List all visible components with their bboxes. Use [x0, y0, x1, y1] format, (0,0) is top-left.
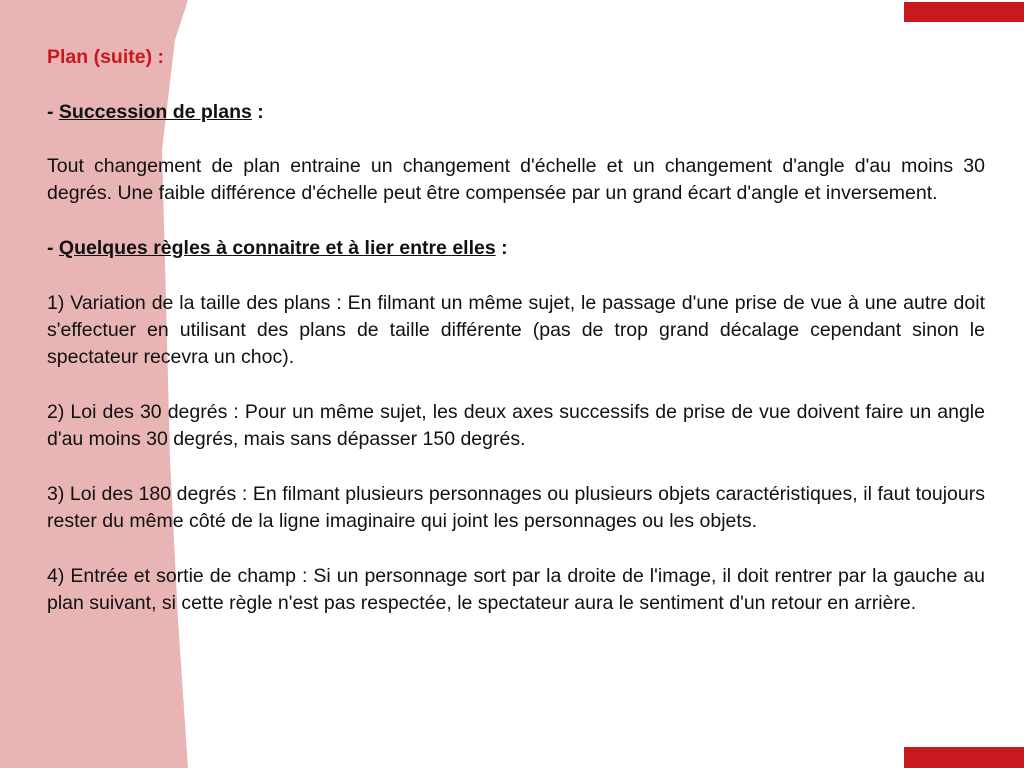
section-body-succession: Tout changement de plan entraine un changement d'échelle et un changement d'angle d'au moins 30 degrés. Une faible différence d'échelle peut être compensée par un grand écart d'angle et inversement.: [47, 155, 985, 205]
rule-4-paragraph: 4) Entrée et sortie de champ : Si un personnage sort par la droite de l'image, il doit rentrer par la gauche au plan suivant, si cette règle n'est pas respectée, le spectateur aura le sentiment d'un retour en arrière.: [47, 564, 985, 614]
rule-1-paragraph: 1) Variation de la taille des plans : En filmant un même sujet, le passage d'une prise de vue à une autre doit s'effectuer en utilisant des plans de taille différente (pas de trop grand décalage cependant sinon le spectateur recevra un choc).: [47, 291, 985, 369]
section-heading-succession: [47, 99, 985, 126]
heading-text: Succession de plans: [58, 100, 252, 123]
heading-prefix: -: [47, 100, 59, 123]
slide-content: [47, 44, 985, 645]
rule-2-paragraph: 2) Loi des 30 degrés : Pour un même sujet, les deux axes successifs de prise de vue doivent faire un angle d'au moins 30 degrés, mais sans dépasser 150 degrés.: [47, 400, 985, 451]
red-accent-bar-bottom: [904, 747, 1024, 768]
rule-3-paragraph: 3) Loi des 180 degrés : En filmant plusieurs personnages ou plusieurs objets caractéristiques, il faut toujours rester du même côté de la ligne imaginaire qui joint les personnages ou les objets.: [47, 482, 985, 533]
red-accent-bar-top: [904, 2, 1024, 22]
heading-suffix: :: [251, 100, 264, 123]
heading-text: Quelques règles à connaitre et à lier entre elles: [58, 237, 496, 260]
section-heading-regles: [47, 235, 985, 262]
heading-suffix: :: [495, 237, 508, 260]
heading-prefix: -: [47, 237, 59, 260]
slide-title: Plan (suite) :: [47, 46, 165, 68]
